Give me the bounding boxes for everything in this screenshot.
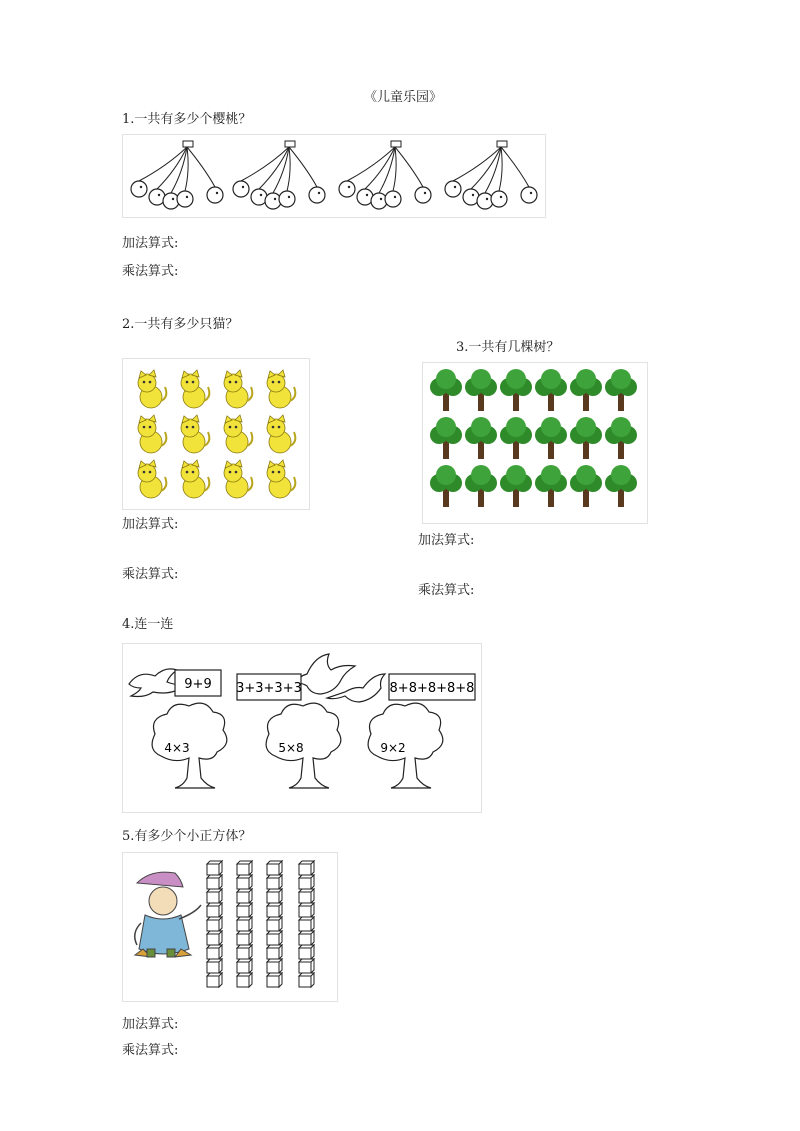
tree-icon <box>500 465 532 507</box>
cherry-icon <box>339 181 355 197</box>
question-3: 3.一共有几棵树？ <box>456 340 560 355</box>
matching-picture <box>122 643 482 813</box>
cube-icon <box>267 875 282 889</box>
tree-icon <box>570 465 602 507</box>
cat-icon <box>138 370 166 408</box>
page-title: 《儿童乐园》 <box>364 90 443 105</box>
expression-9+9[interactable]: 9+9 <box>184 677 212 692</box>
cube-icon <box>237 973 252 987</box>
tree-grid <box>430 369 637 507</box>
tree-icon <box>605 465 637 507</box>
cat-icon <box>181 370 209 408</box>
outline-tree-icon <box>266 644 341 788</box>
cat-icon <box>224 415 252 453</box>
tree-icon <box>605 417 637 459</box>
cube-icon <box>207 945 222 959</box>
cherry-icon <box>279 191 295 207</box>
question-1: 1.一共有多少个樱桃？ <box>122 112 252 127</box>
cherry-bunch-icon <box>445 141 537 209</box>
cat-icon <box>267 370 295 408</box>
tree-icon <box>430 417 462 459</box>
tree-icon <box>465 369 497 411</box>
expression-8+8+8+8+8[interactable]: 8+8+8+8+8 <box>389 681 475 696</box>
cherry-icon <box>415 187 431 203</box>
question-5: 5.有多少个小正方体？ <box>122 829 252 844</box>
cherry-icon <box>177 191 193 207</box>
cat-icon <box>267 415 295 453</box>
cube-icon <box>237 903 252 917</box>
cherry-icon <box>521 187 537 203</box>
cube-icon <box>299 903 314 917</box>
cube-icon <box>207 973 222 987</box>
cherry-icon <box>371 193 387 209</box>
cat-icon <box>181 415 209 453</box>
cube-icon <box>207 889 222 903</box>
tree-icon <box>605 369 637 411</box>
cherries-picture <box>122 134 546 218</box>
cat-icon <box>138 460 166 498</box>
q1-addition-label: 加法算式: <box>122 236 179 251</box>
tree-label-9x2[interactable]: 9×2 <box>380 741 406 755</box>
cherry-icon <box>163 193 179 209</box>
cube-icon <box>299 931 314 945</box>
cube-icon <box>299 945 314 959</box>
cube-icon <box>299 959 314 973</box>
q5-multiplication-label: 乘法算式: <box>122 1043 179 1058</box>
cube-columns <box>207 861 314 987</box>
tree-icon <box>465 465 497 507</box>
cherry-bunch-group <box>131 141 537 209</box>
cherry-bunch-icon <box>339 141 431 209</box>
cherry-icon <box>385 191 401 207</box>
cube-icon <box>267 959 282 973</box>
q2-multiplication-label: 乘法算式: <box>122 567 179 582</box>
cube-icon <box>207 875 222 889</box>
outline-tree-group <box>152 644 443 788</box>
cherry-icon <box>309 187 325 203</box>
cube-icon <box>237 959 252 973</box>
cherry-icon <box>233 181 249 197</box>
cube-icon <box>267 903 282 917</box>
cat-icon <box>267 460 295 498</box>
cubes-picture <box>122 852 338 1002</box>
cube-icon <box>207 931 222 945</box>
cherry-bunch-icon <box>131 141 223 209</box>
tree-icon <box>570 369 602 411</box>
cube-icon <box>237 917 252 931</box>
cube-icon <box>237 945 252 959</box>
cube-icon <box>237 875 252 889</box>
cherry-icon <box>207 187 223 203</box>
tree-label-4x3[interactable]: 4×3 <box>164 741 190 755</box>
bird-icon <box>295 654 355 694</box>
cube-icon <box>207 917 222 931</box>
cat-grid <box>138 370 295 498</box>
outline-tree-icon <box>152 644 227 788</box>
cube-icon <box>267 973 282 987</box>
cube-icon <box>299 875 314 889</box>
cherry-bunch-icon <box>233 141 325 209</box>
cube-icon <box>237 861 252 875</box>
tree-icon <box>500 417 532 459</box>
cherry-icon <box>477 193 493 209</box>
tree-icon <box>500 369 532 411</box>
cat-icon <box>224 460 252 498</box>
cats-picture <box>122 358 310 510</box>
trees-picture <box>422 362 648 524</box>
cherry-icon <box>491 191 507 207</box>
cube-icon <box>299 973 314 987</box>
tree-icon <box>570 417 602 459</box>
cube-icon <box>299 889 314 903</box>
cube-icon <box>267 889 282 903</box>
cat-icon <box>138 415 166 453</box>
question-2: 2.一共有多少只猫？ <box>122 317 239 332</box>
tree-icon <box>535 369 567 411</box>
cube-icon <box>267 861 282 875</box>
cube-icon <box>299 861 314 875</box>
question-4: 4.连一连 <box>122 617 174 632</box>
cube-icon <box>207 959 222 973</box>
cherry-icon <box>445 181 461 197</box>
expression-3+3+3+3[interactable]: 3+3+3+3 <box>236 681 302 696</box>
cube-icon <box>237 889 252 903</box>
cat-icon <box>181 460 209 498</box>
cube-icon <box>237 931 252 945</box>
cartoon-boy-icon <box>135 872 201 957</box>
tree-icon <box>465 417 497 459</box>
cube-icon <box>299 917 314 931</box>
cube-icon <box>267 945 282 959</box>
cherry-icon <box>265 193 281 209</box>
cube-icon <box>267 931 282 945</box>
tree-icon <box>535 465 567 507</box>
cube-icon <box>207 903 222 917</box>
q1-multiplication-label: 乘法算式: <box>122 264 179 279</box>
outline-tree-icon <box>368 644 443 788</box>
q3-multiplication-label: 乘法算式: <box>418 583 475 598</box>
cherry-icon <box>131 181 147 197</box>
cube-icon <box>267 917 282 931</box>
q5-addition-label: 加法算式: <box>122 1017 179 1032</box>
cube-icon <box>207 861 222 875</box>
cat-icon <box>224 370 252 408</box>
q3-addition-label: 加法算式: <box>418 533 475 548</box>
tree-label-5x8[interactable]: 5×8 <box>278 741 304 755</box>
tree-icon <box>430 465 462 507</box>
q2-addition-label: 加法算式: <box>122 517 179 532</box>
tree-icon <box>430 369 462 411</box>
tree-icon <box>535 417 567 459</box>
